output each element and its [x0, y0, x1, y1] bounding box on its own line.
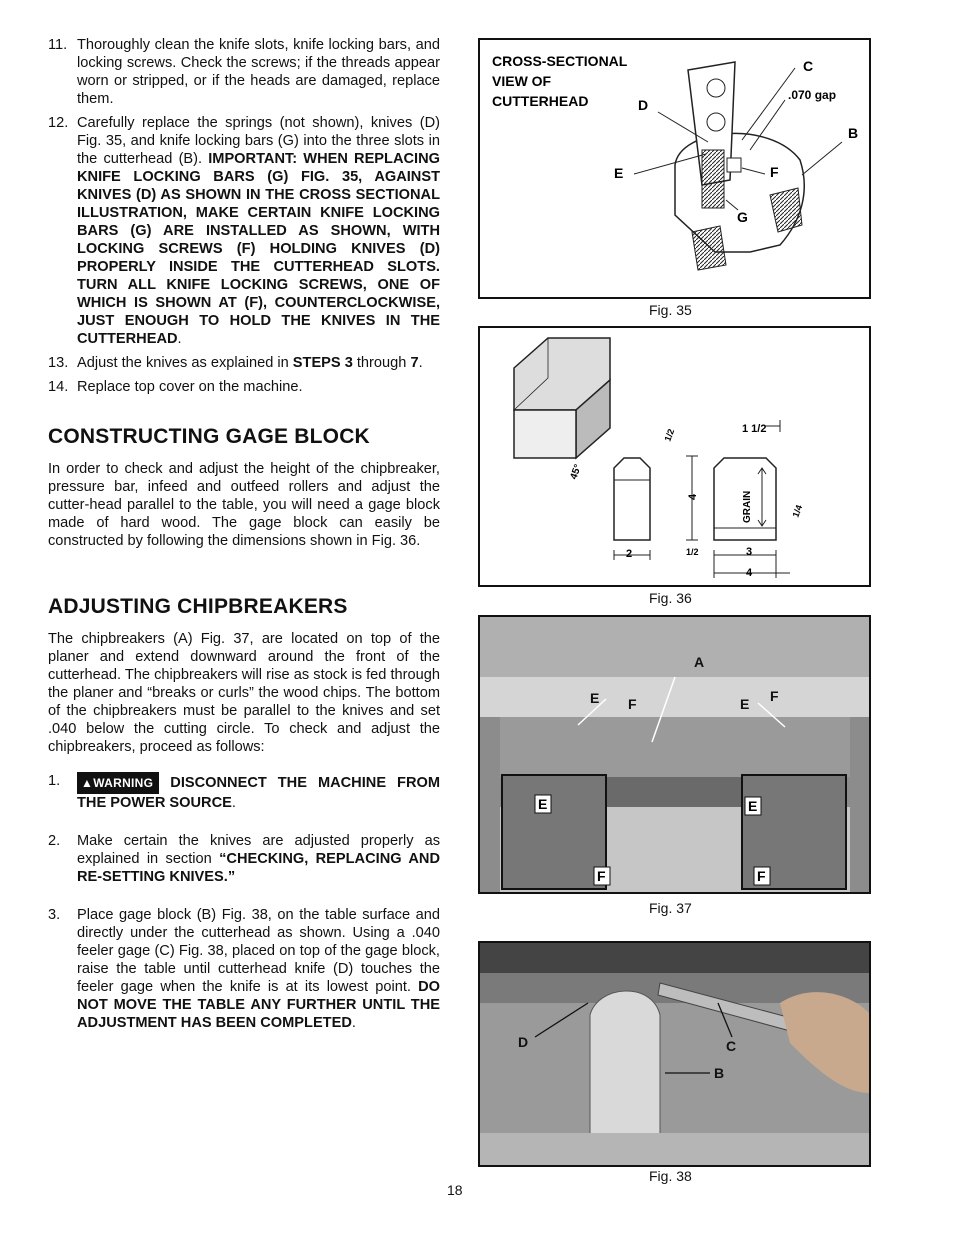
knife-hole-1 [707, 79, 725, 97]
locking-screw [727, 158, 741, 172]
dim-quarter: 1/4 [790, 503, 805, 519]
step-12: 12. Carefully replace the springs (not shown), knives (D) Fig. 35, and knife locking bars (G) into the three slots in the cutterhead (B). IMPORTANT: WHEN REPLACING KNIFE LOCKING BARS (G) FIG. 35, AGAINST KNIVES (D) AS SHOWN IN THE CROSS SECTIONAL ILLUSTRATION, MAKE CERTAIN KNIFE LOCKING BARS (G) ARE INSTALLED AS SHOWN, WITH LOCKING SCREWS (F) HOLDING KNIVES (D) PROPERLY INSIDE THE CUTTERHEAD SLOTS. TURN ALL KNIFE LOCKING SCREWS, ONE OF WHICH IS SHOWN AT (F), COUNTERCLOCKWISE, JUST ENOUGH TO HOLD THE KNIVES IN THE CUTTERHEAD. [48, 115, 440, 347]
cutterhead-cross-section [480, 40, 869, 297]
fig35-label-d: D [638, 97, 649, 113]
fig35-label-f: F [770, 164, 779, 180]
fig38-photo [478, 941, 871, 1167]
fig37-label-a: A [694, 654, 705, 670]
chipbreakers-heading: ADJUSTING CHIPBREAKERS [48, 595, 348, 618]
dim-one-half: 1 1/2 [742, 423, 767, 435]
fig35-title-line3: CUTTERHEAD [492, 93, 589, 109]
fig37-label-f-left: F [628, 696, 637, 712]
dim-four-width: 4 [746, 567, 753, 579]
fig38-caption: Fig. 38 [649, 1168, 692, 1184]
inset-left-label-e: E [538, 796, 548, 812]
fig35-label-b: B [848, 125, 859, 141]
fig38-label-c: C [726, 1038, 737, 1054]
gage-block-drawing [480, 328, 869, 585]
gage-block-feeler-photo [480, 943, 869, 1165]
inset-left-label-f: F [597, 868, 606, 884]
fig35-label-gap: .070 gap [788, 88, 837, 102]
fig38-label-d: D [518, 1034, 529, 1050]
dim-half-top: 1/2 [662, 427, 677, 443]
fig35-label-c: C [803, 58, 814, 74]
fig37-caption: Fig. 37 [649, 900, 692, 916]
fig36-caption: Fig. 36 [649, 590, 692, 606]
warning-badge: ▲WARNING [77, 772, 159, 794]
knife-hole-2 [707, 113, 725, 131]
dim-four-height: 4 [687, 493, 699, 500]
dim-grain: GRAIN [742, 490, 753, 523]
chip-step-3: 3. Place gage block (B) Fig. 38, on the table surface and directly under the cutterhead as shown. Using a .040 feeler gage (C) Fig. 38, placed on top of the gage block, raise the table until cutterhead knife (D) touches the feeler gage when the knife is at its lowest point. DO NOT MOVE THE TABLE ANY FURTHER UNTIL THE ADJUSTMENT HAS BEEN COMPLETED. [48, 907, 440, 1031]
step-14: 14. Replace top cover on the machine. [48, 379, 303, 395]
fig36-box [478, 326, 871, 587]
fig35-label-e: E [614, 165, 624, 181]
fig37-label-f-right: F [770, 688, 779, 704]
fig35-caption: Fig. 35 [649, 302, 692, 318]
step-11: 11. Thoroughly clean the knife slots, knife locking bars, and locking screws. Check the screws; if the threads appear worn or stripped, or if the heads are damaged, replace them. [48, 37, 440, 107]
fig37-photo [478, 615, 871, 894]
chipbreakers-paragraph: The chipbreakers (A) Fig. 37, are located on top of the planer and extend downward around the front of the cutterhead. The chipbreakers will rise as stock is fed through the planer and “breaks or curls” the wood chips. The bottom of the chipbreakers must be parallel to the knives and set .040 below the cutting circle. To check and adjust the chipbreakers, proceed as follows: [48, 631, 440, 755]
fig35-box [478, 38, 871, 299]
fig38-label-b: B [714, 1065, 725, 1081]
gage-heading: CONSTRUCTING GAGE BLOCK [48, 425, 370, 448]
fig37-label-e-left: E [590, 690, 600, 706]
gage-paragraph: In order to check and adjust the height of the chipbreaker, pressure bar, infeed and outfeed rollers and adjust the cutter-head parallel to the table, you will need a gage block made of hard wood. The gage block can easily be constructed by following the dimensions shown in Fig. 36. [48, 461, 440, 549]
planer-chipbreakers-photo [480, 617, 869, 892]
fig37-label-e-right: E [740, 696, 750, 712]
inset-right-label-f: F [757, 868, 766, 884]
fig35-label-g: G [737, 209, 748, 225]
left-column [48, 36, 440, 1038]
dim-half-bottom: 1/2 [686, 547, 699, 557]
dim-angle: 45° [568, 463, 584, 482]
inset-right-label-e: E [748, 798, 758, 814]
chip-step-2: 2. Make certain the knives are adjusted properly as explained in section “CHECKING, REPLACING AND RE-SETTING KNIVES.” [48, 833, 440, 885]
dim-three: 3 [746, 546, 753, 558]
slot-bottom [692, 226, 726, 270]
page-number: 18 [447, 1182, 463, 1198]
fig35-title-line2: VIEW OF [492, 73, 552, 89]
step-13: 13. Adjust the knives as explained in STEPS 3 through 7. [48, 355, 423, 371]
dim-two: 2 [626, 548, 633, 560]
fig35-title-line1: CROSS-SECTIONAL [492, 53, 628, 69]
chip-step-1: 1. ▲WARNING DISCONNECT THE MACHINE FROM THE POWER SOURCE. [48, 773, 440, 811]
locking-bar [702, 150, 724, 208]
